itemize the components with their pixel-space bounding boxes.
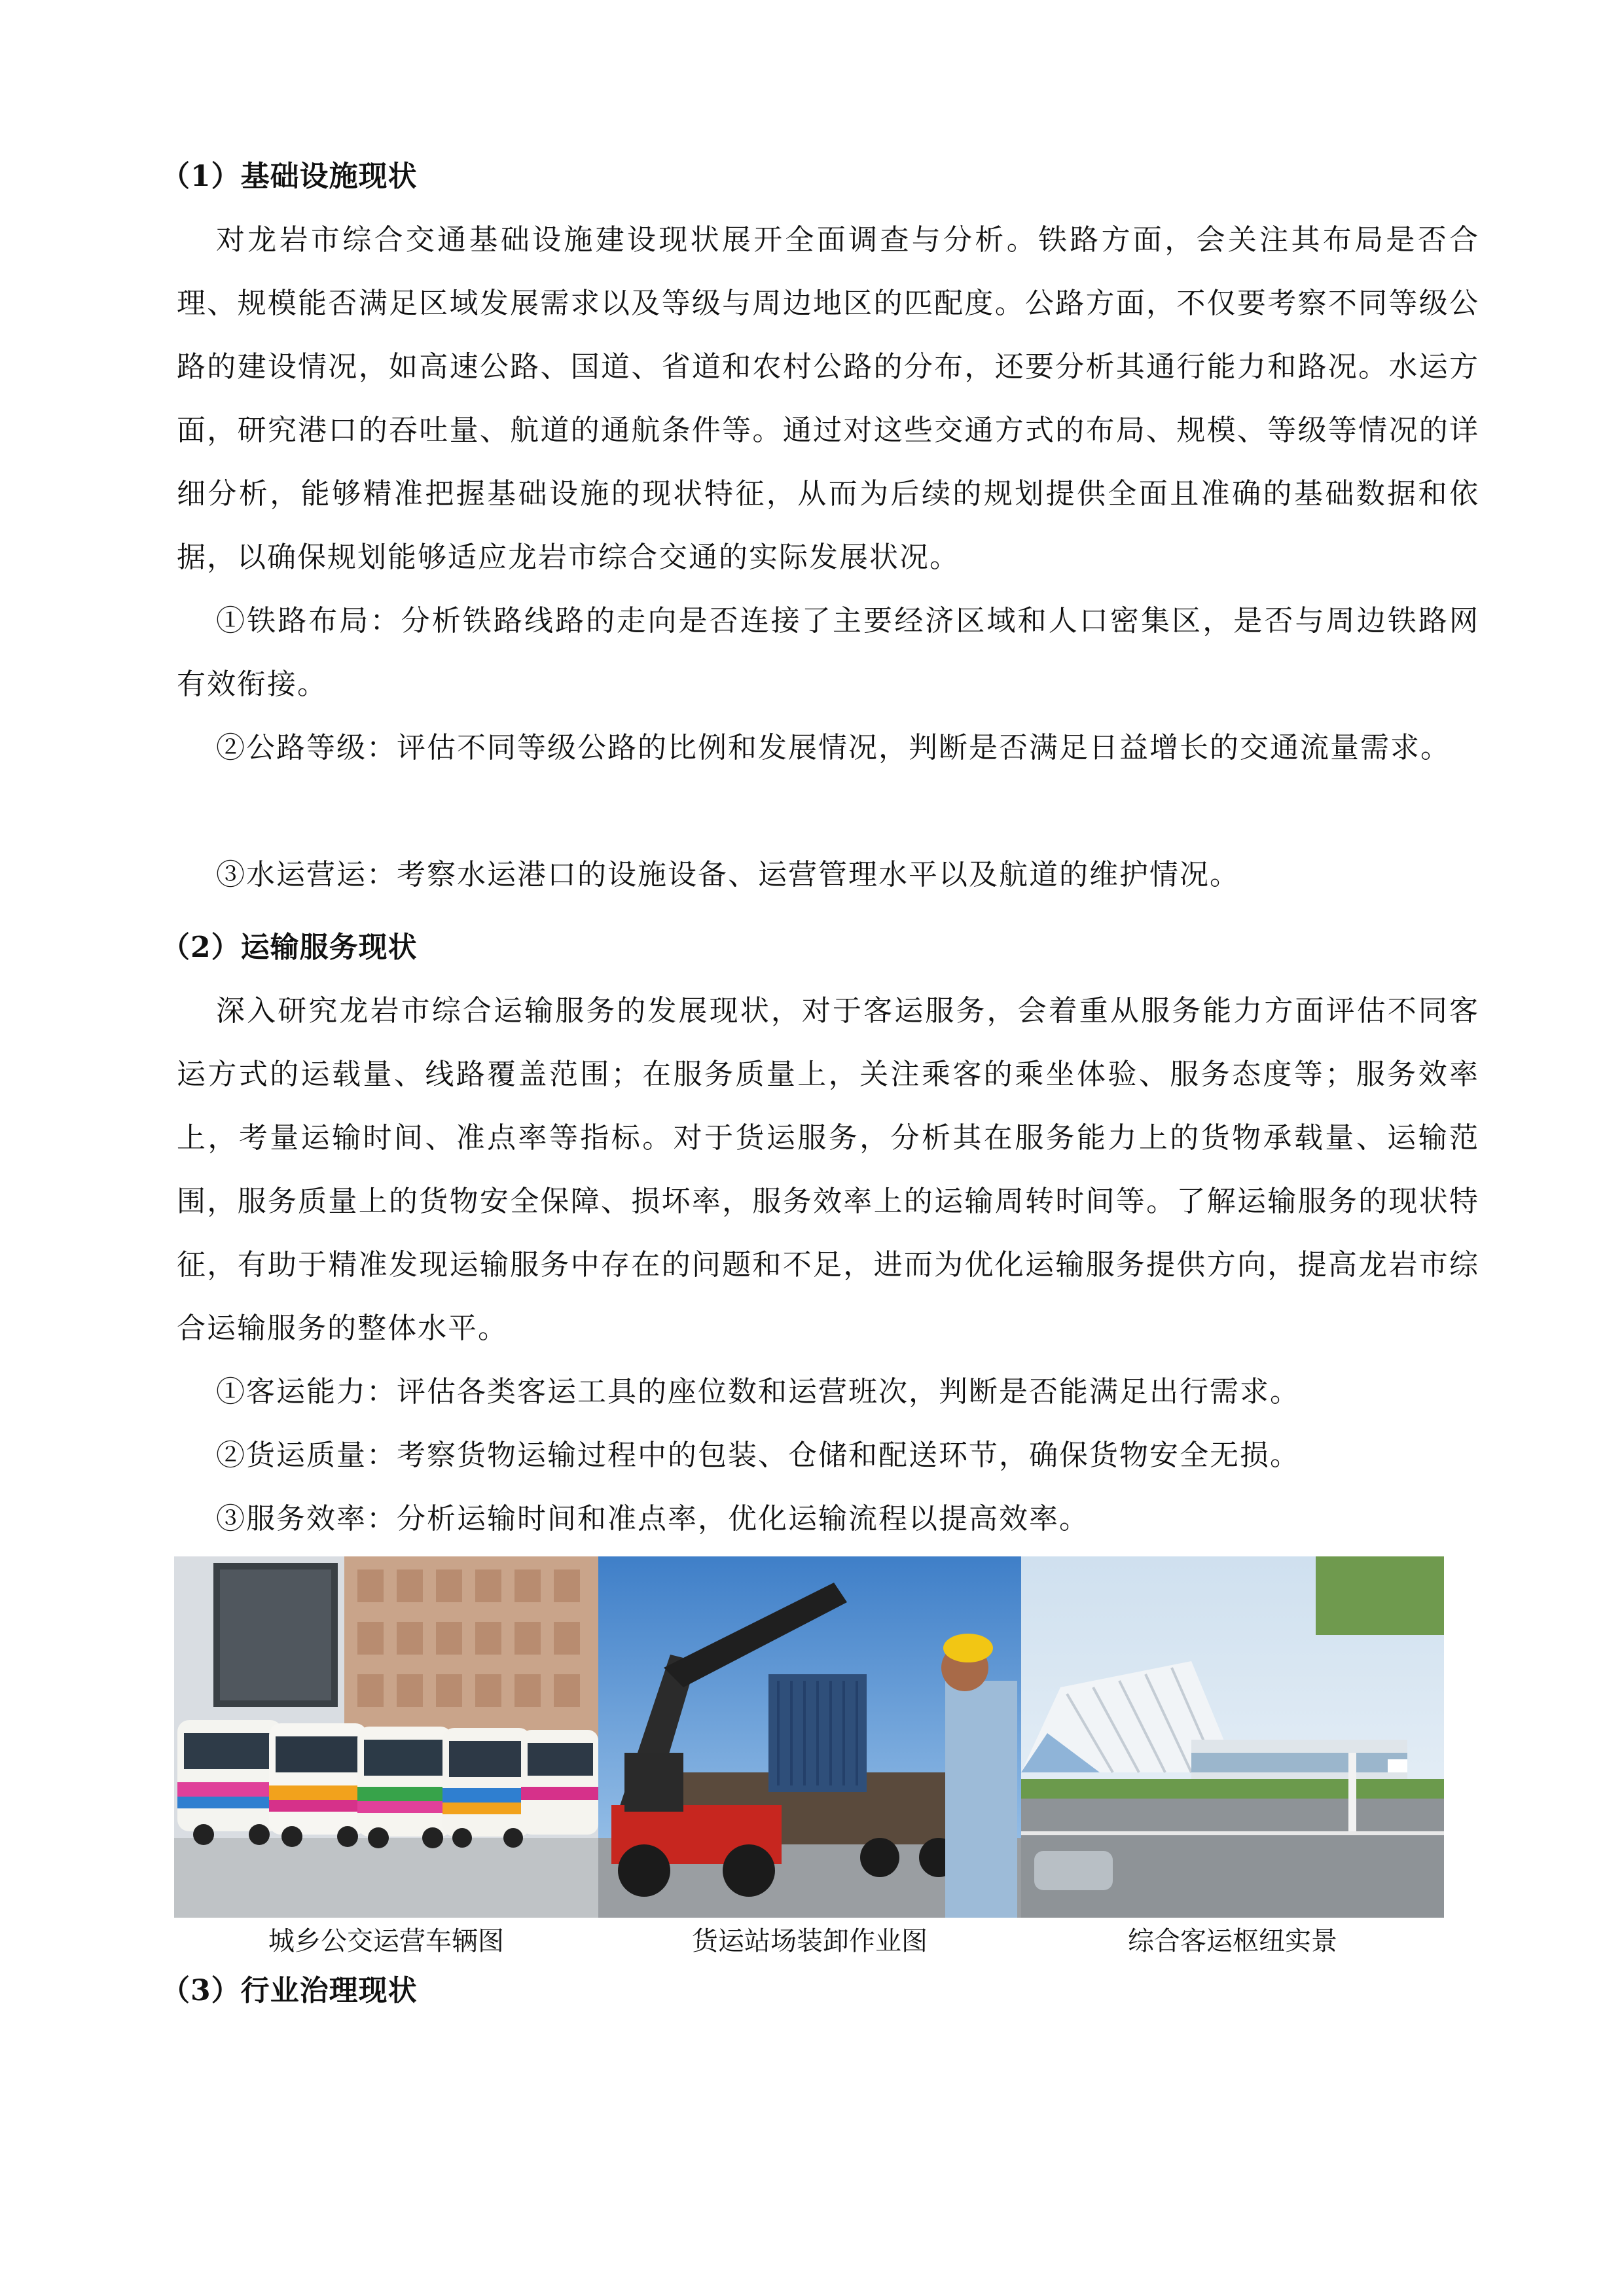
section-2-intro-paragraph: 深入研究龙岩市综合运输服务的发展现状，对于客运服务，会着重从服务能力方面评估不同客运方式的运载量、线路覆盖范围；在服务质量上，关注乘客的乘坐体验、服务态度等；服务效率上，考量运输时间、准点率等指标。对于货运服务，分析其在服务能力上的货物承载量、运输范围，服务质量上的货物安全保障、损坏率，服务效率上的运输周转时间等。了解运输服务的现状特征，有助于精准发现运输服务中存在的问题和不足，进而为优化运输服务提供方向，提高龙岩市综合运输服务的整体水平。 [177,994,1479,1345]
bus-photo [174,1556,598,1918]
transport-hub-photo-caption: 综合客运枢纽实景 [1128,1926,1337,1956]
section-1-item-waterway: ③水运营运：考察水运港口的设施设备、运营管理水平以及航道的维护情况。 [216,858,1240,891]
section-2-item-freight: ②货运质量：考察货物运输过程中的包装、仓储和配送环节，确保货物安全无损。 [216,1439,1300,1472]
container-handler-photo [598,1556,1021,1918]
section-1-heading: （1）基础设施现状 [161,160,418,193]
section-3-heading: （3）行业治理现状 [161,1974,418,2007]
section-2-item-efficiency: ③服务效率：分析运输时间和准点率，优化运输流程以提高效率。 [216,1502,1089,1535]
container-handler-photo-caption: 货运站场装卸作业图 [692,1926,928,1956]
transport-hub-photo [1021,1556,1444,1918]
section-1-item-railway: ①铁路布局：分析铁路线路的走向是否连接了主要经济区域和人口密集区，是否与周边铁路网有效衔接。 [177,604,1479,701]
section-1-item-highway: ②公路等级：评估不同等级公路的比例和发展情况，判断是否满足日益增长的交通流量需求。 [216,731,1451,764]
bus-photo-caption: 城乡公交运营车辆图 [268,1926,504,1956]
section-2-item-passenger: ①客运能力：评估各类客运工具的座位数和运营班次，判断是否能满足出行需求。 [216,1375,1300,1408]
section-2-heading: （2）运输服务现状 [161,931,418,964]
section-1-intro-paragraph: 对龙岩市综合交通基础设施建设现状展开全面调查与分析。铁路方面，会关注其布局是否合理、规模能否满足区域发展需求以及等级与周边地区的匹配度。公路方面，不仅要考察不同等级公路的建设情况，如高速公路、国道、省道和农村公路的分布，还要分析其通行能力和路况。水运方面，研究港口的吞吐量、航道的通航条件等。通过对这些交通方式的布局、规模、等级等情况的详细分析，能够精准把握基础设施的现状特征，从而为后续的规划提供全面且准确的基础数据和依据，以确保规划能够适应龙岩市综合交通的实际发展状况。 [177,223,1479,574]
